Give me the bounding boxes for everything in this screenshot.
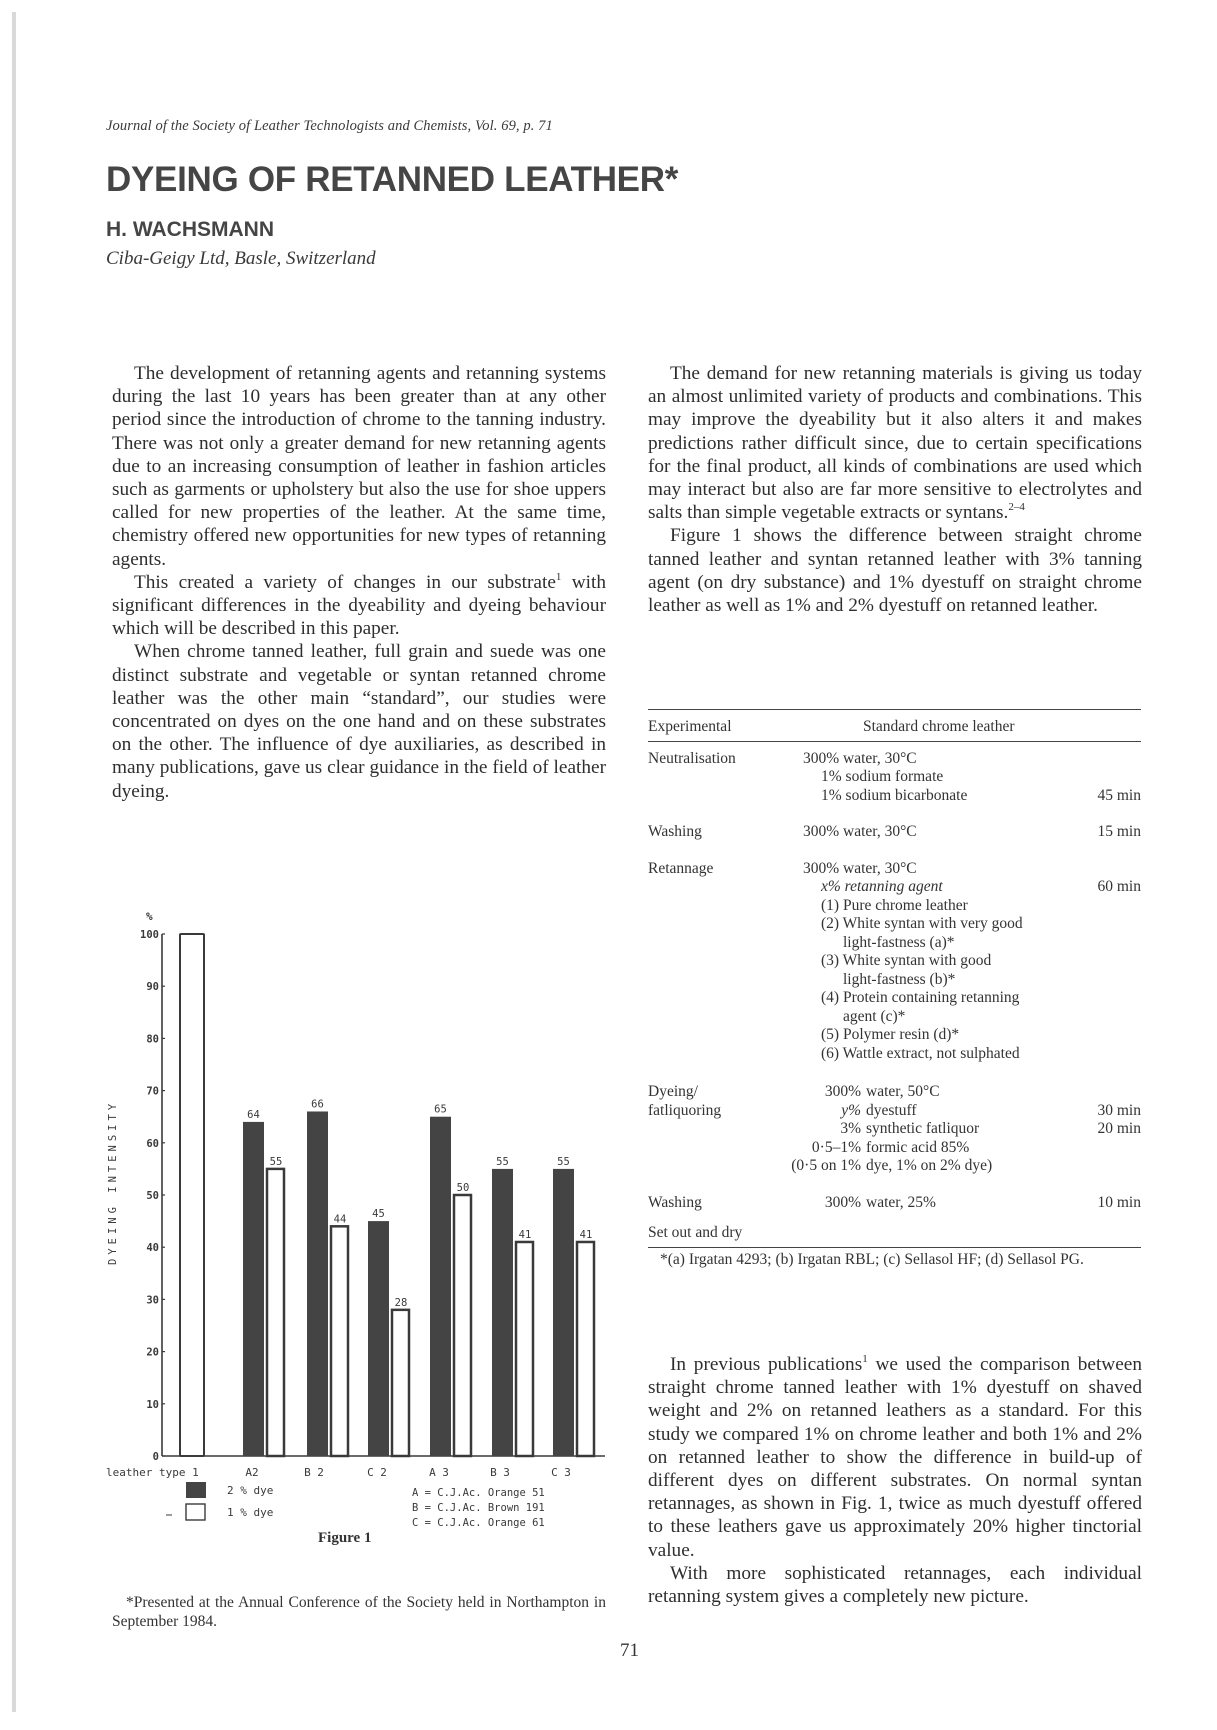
bar-2pct <box>492 1169 513 1456</box>
y-tick-label: 90 <box>146 981 159 994</box>
y-tick-label: 0 <box>152 1451 159 1463</box>
dye-line <box>743 1157 1141 1176</box>
paragraph: When chrome tanned leather, full grain and suede was one distinct substrate and vegetable or syntan retanned chrome leather was the other main “standard”, our studies were concentrated on dyes on the one hand and on these substrates on the other. The influence of dye auxiliaries, as described in many publications, gave us clear guidance in the field of leather dyeing. <box>112 641 606 802</box>
retanning-option-cont: agent (c)* <box>843 1007 906 1025</box>
step-details <box>803 860 1141 1064</box>
retanning-option: (1) Pure chrome leather <box>821 896 968 914</box>
paragraph: The development of retanning agents and retanning systems during the last 10 years has been greater than at any other period since the introduction of chrome to the tanning industry. There was not only a greater demand for new retanning agents due to an increasing consumption of leather in fashion articles such as garments or upholstery but also the use for shoe uppers called for new properties of the leather. At the same time, chemistry offered new opportunities for new types of retanning agents. <box>112 363 606 570</box>
table-row-retannage <box>648 860 1141 1064</box>
x-tick-label: B 2 <box>304 1466 324 1479</box>
bar-2pct <box>307 1111 328 1456</box>
detail-line: 300% water, 30°C <box>803 859 917 877</box>
detail-line-with-time <box>803 878 1141 897</box>
bar-2pct <box>553 1169 574 1456</box>
retanning-option: (4) Protein containing retanning <box>821 989 1020 1006</box>
table-row-washing-2 <box>648 1194 1141 1213</box>
paragraph-text: In previous publications <box>670 1354 863 1375</box>
step-time: 10 min <box>1097 1193 1141 1211</box>
legend-swatch-outline <box>186 1504 205 1520</box>
paragraph-text: we used the comparison between straight chrome tanned leather with 1% dyestuff on shaved weight and 2% on retanned leathers as a standard. For this study we compared 1% on chrome leather and both 1% and 2% on retanned leather to show the difference in build-up of different dyes on different substrates. On normal syntan retannages, as shown in Fig. 1, twice as much dyestuff offered to these leathers gave us approximately 20% higher tinctorial value. <box>648 1354 1142 1561</box>
step-time: 45 min <box>1097 786 1141 804</box>
dye-key: A = C.J.Ac. Orange 51 <box>412 1487 545 1499</box>
bar-1pct <box>392 1310 409 1456</box>
amount: 300% <box>824 1083 861 1100</box>
y-tick-label: 80 <box>146 1033 159 1046</box>
bar-1pct <box>267 1169 284 1456</box>
x-tick-label: B 3 <box>490 1466 510 1479</box>
y-tick-label: 50 <box>146 1190 159 1202</box>
step-details <box>743 1194 1141 1213</box>
detail: water, 25% <box>866 1193 936 1211</box>
data-label: 65 <box>434 1103 447 1116</box>
paragraph-text: This created a variety of changes in our substrate <box>134 571 556 593</box>
reference-superscript: 1 <box>555 570 562 583</box>
figure-1-chart <box>90 890 610 1530</box>
step-label: Set out and dry <box>648 1224 743 1241</box>
data-label: 41 <box>579 1228 593 1241</box>
data-label: 41 <box>518 1228 532 1241</box>
step-label: Neutralisation <box>648 749 736 767</box>
y-tick-label: 30 <box>146 1294 159 1307</box>
x-tick-label: C 2 <box>367 1466 387 1479</box>
retanning-option: (3) White syntan with good <box>821 952 992 969</box>
data-label: 55 <box>557 1155 570 1168</box>
author: H. WACHSMANN <box>106 218 274 241</box>
right-column-top <box>648 362 1142 617</box>
header-standard-chrome-leather: Standard chrome leather <box>863 718 1015 735</box>
footnote-text: *Presented at the Annual Conference of the Society held in Northampton in September 1984. <box>112 1594 606 1630</box>
y-tick-label: 70 <box>146 1085 159 1098</box>
data-label: 55 <box>496 1155 509 1168</box>
dye-key: C = C.J.Ac. Orange 61 <box>412 1517 545 1529</box>
step-label: Retannage <box>648 859 714 877</box>
step-label-line: Dyeing/ <box>648 1083 698 1100</box>
dye-key: B = C.J.Ac. Brown 191 <box>412 1502 545 1514</box>
amount: 300% <box>824 1193 861 1211</box>
dye-line <box>743 1139 1141 1158</box>
detail-line: 300% water, 30°C <box>803 749 917 767</box>
detail-line: x% retanning agent <box>821 878 943 895</box>
data-label: 55 <box>269 1155 283 1168</box>
amount: 3% <box>840 1120 861 1137</box>
step-time: 15 min <box>1097 823 1141 840</box>
detail: dyestuff <box>866 1101 917 1119</box>
y-unit-label: % <box>146 910 153 923</box>
x-tick-label: A 3 <box>429 1466 449 1479</box>
table-row-final <box>648 1224 1141 1248</box>
table-row-washing <box>648 823 1141 842</box>
left-column <box>112 362 606 803</box>
detail: formic acid 85% <box>866 1138 970 1156</box>
reference-superscript: 1 <box>862 1353 868 1365</box>
data-label: 66 <box>311 1098 324 1111</box>
bar-1pct <box>516 1242 533 1456</box>
x-tick-label: C 3 <box>551 1466 571 1479</box>
data-label: 50 <box>456 1182 470 1194</box>
y-tick-label: 40 <box>146 1242 159 1255</box>
paragraph-text: The demand for new retanning materials is giving us today an almost unlimited variety of products and combinations. This may improve the dyeability but it also alters it and makes predictions rather difficult since, due to certain specifications for the final product, all kinds of combinations are used which may interact but also are far more sensitive to electrolytes and salts than simple vegetable extracts or syntans. <box>648 363 1142 524</box>
data-label: 28 <box>394 1296 408 1309</box>
experimental-table <box>648 709 1141 1269</box>
amount: 0·5–1% <box>811 1138 861 1156</box>
retanning-option-cont: light-fastness (b)* <box>843 970 956 988</box>
step-label-line: fatliquoring <box>648 1101 722 1119</box>
y-tick-label: 60 <box>146 1137 159 1150</box>
paragraph: With more sophisticated retannages, each individual retanning system gives a completely new picture. <box>648 1562 1142 1608</box>
paragraph <box>112 571 606 641</box>
article-title: DYEING OF RETANNED LEATHER* <box>106 160 679 199</box>
dye-line <box>743 1120 1141 1139</box>
step-time: 20 min <box>1097 1120 1141 1137</box>
legend-swatch-filled <box>186 1482 206 1498</box>
data-label: 45 <box>372 1208 385 1221</box>
reference-superscript: 2–4 <box>1008 501 1025 514</box>
y-tick-label: 20 <box>146 1346 159 1359</box>
step-label: Washing <box>648 823 702 840</box>
bar-chart <box>90 890 610 1530</box>
legend-label: 2 % dye <box>227 1484 274 1497</box>
legend-label: 1 % dye <box>227 1506 274 1519</box>
bar-2pct <box>430 1117 451 1456</box>
paragraph <box>648 1353 1142 1562</box>
dye-line <box>743 1083 1141 1102</box>
data-label: 64 <box>247 1108 260 1121</box>
table-header <box>648 710 1141 742</box>
step-time: 30 min <box>1097 1101 1141 1119</box>
scan-edge-rule <box>12 12 16 1712</box>
x-tick-label: leather type 1 <box>106 1466 199 1479</box>
detail-line: 1% sodium formate <box>821 768 944 785</box>
affiliation: Ciba-Geigy Ltd, Basle, Switzerland <box>106 248 376 269</box>
paragraph: Figure 1 shows the difference between straight chrome tanned leather and syntan retanned leather with 3% tanning agent (on dry substance) and 1% dyestuff on straight chrome leather as well as 1% and 2% dyestuff on retanned leather. <box>648 525 1142 617</box>
table-row-dyeing-fatliquoring <box>648 1083 1141 1176</box>
header-experimental: Experimental <box>648 718 732 735</box>
step-details <box>743 1083 1141 1176</box>
y-axis-title: DYEING INTENSITY <box>107 1099 119 1265</box>
detail: dye, 1% on 2% dye) <box>866 1157 993 1174</box>
figure-caption: Figure 1 <box>318 1530 372 1546</box>
running-head: Journal of the Society of Leather Technologists and Chemists, Vol. 69, p. 71 <box>106 118 553 134</box>
step-details <box>803 823 1141 842</box>
detail: synthetic fatliquor <box>866 1120 980 1137</box>
dye-line <box>743 1102 1141 1121</box>
step-time <box>1071 1083 1141 1102</box>
table-row-neutralisation <box>648 750 1141 806</box>
right-column-bottom <box>648 1353 1142 1608</box>
data-label: 44 <box>333 1213 347 1226</box>
detail: water, 50°C <box>866 1083 940 1100</box>
table-footnote: *(a) Irgatan 4293; (b) Irgatan RBL; (c) Sellasol HF; (d) Sellasol PG. <box>660 1250 1084 1268</box>
retanning-option: (2) White syntan with very good <box>821 915 1023 932</box>
detail-line: 1% sodium bicarbonate <box>821 786 968 804</box>
x-tick-label: A2 <box>245 1466 259 1479</box>
amount: y% <box>841 1101 861 1119</box>
y-tick-label: 100 <box>140 929 159 941</box>
bar-1pct <box>331 1226 348 1456</box>
step-time: 60 min <box>1097 878 1141 895</box>
step-details <box>803 750 1141 806</box>
bar-1pct <box>454 1195 471 1456</box>
detail-line: 300% water, 30°C <box>803 823 917 840</box>
bar-1pct <box>577 1242 594 1456</box>
paragraph-text: with significant differences in the dyeability and dyeing behaviour which will be described in this paper. <box>112 571 606 640</box>
retanning-option-cont: light-fastness (a)* <box>843 933 955 951</box>
y-tick-label: 10 <box>146 1398 159 1411</box>
step-label: Washing <box>648 1193 702 1211</box>
detail-line-with-time <box>803 787 1141 806</box>
presentation-footnote <box>112 1594 606 1631</box>
step-time <box>1071 1139 1141 1158</box>
retanning-option: (6) Wattle extract, not sulphated <box>821 1044 1020 1062</box>
amount: (0·5 on 1% <box>791 1157 861 1174</box>
bar-2pct <box>368 1221 389 1456</box>
bar-1pct <box>180 934 204 1456</box>
retanning-option: (5) Polymer resin (d)* <box>821 1026 960 1043</box>
page-number: 71 <box>620 1640 639 1661</box>
paragraph <box>648 362 1142 524</box>
bar-2pct <box>243 1122 264 1456</box>
step-time <box>1071 1157 1141 1176</box>
